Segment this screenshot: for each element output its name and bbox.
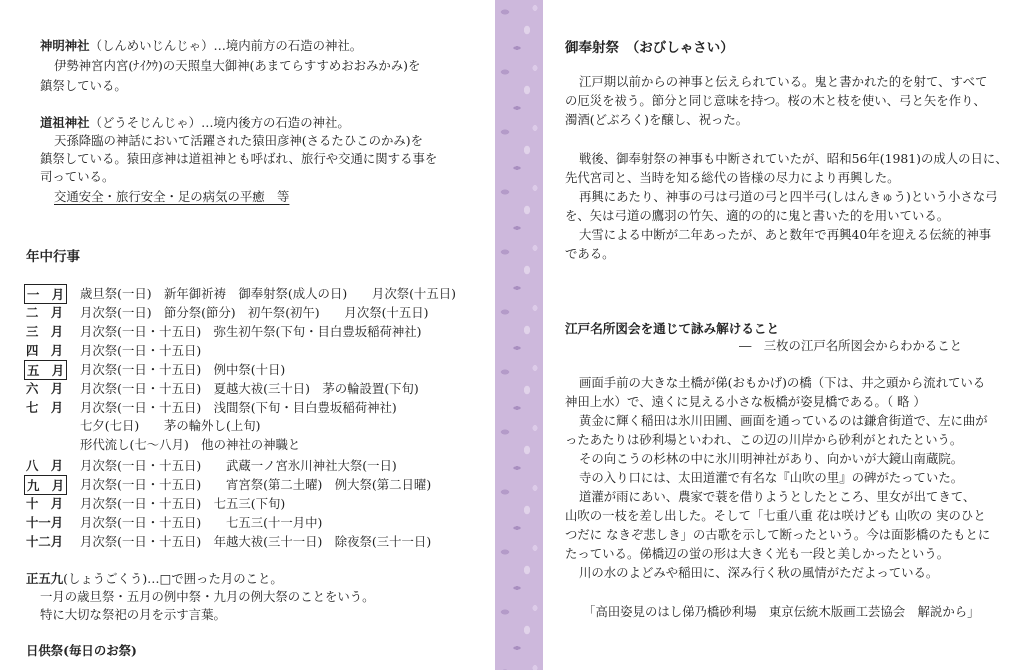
july-extra-2: 形代流し(七～八月) 他の神社の神職と — [80, 437, 301, 452]
paragraph-line: 川の水のよどみや稲田に、深み行く秋の風情がただよっている。 — [579, 565, 939, 580]
shinmei-line-3: 鎮祭している。 — [40, 78, 127, 93]
month-events: 月次祭(一日・十五日) — [80, 343, 202, 358]
paragraph-line: つだに なきぞ悲しき」の古歌を示して断ったという。今は面影橋のたもとに — [565, 527, 991, 542]
paragraph-line: 戦後、御奉射祭の神事も中断されていたが、昭和56年(1981)の成人の日に、 — [579, 151, 1008, 166]
shinmei-line-1 — [40, 38, 362, 54]
month-label: 四 月 — [26, 343, 64, 358]
paragraph-line: 大雪による中断が二年あったが、あと数年で再興40年を迎える伝統的神事 — [579, 227, 992, 242]
paragraph-line: 山吹の一枝を差し出した。そして「七重八重 花は咲けども 山吹の 実のひと — [565, 508, 986, 523]
month-label: 五 月 — [24, 360, 67, 380]
shinmei-title: 神明神社 — [40, 38, 90, 53]
dousojin-line-2: 天孫降臨の神話において活躍された猿田彦神(さるたひこのかみ)を — [54, 133, 423, 148]
shogokuku-title: 正五九 — [26, 571, 64, 586]
month-events: 月次祭(一日・十五日) 武蔵一ノ宮氷川神社大祭(一日) — [80, 458, 397, 473]
dousojin-line-4: 司っている。 — [40, 169, 115, 184]
dousojin-title: 道祖神社 — [40, 115, 90, 130]
shinmei-line-2: 伊勢神宮内宮(ﾅｲｸｳ)の天照皇大御神(あまてらすすめおおみかみ)を — [54, 58, 421, 73]
paragraph-line: ったあたりは砂利場といわれ、この辺の川岸から砂利がとれたという。 — [565, 432, 963, 447]
right-page — [543, 0, 1036, 670]
paragraph-line: たっている。俤橋辺の蛍の形は大きく光も一段と美しかったという。 — [565, 546, 950, 561]
decorative-purple-strip — [495, 0, 543, 670]
annual-events-heading: 年中行事 — [26, 249, 80, 265]
shinmei-desc: （しんめいじんじゃ）…境内前方の石造の神社。 — [89, 38, 363, 53]
paragraph-line: を、矢は弓道の鷹羽の竹矢、適的の的に鬼と書いた的を用いている。 — [565, 208, 950, 223]
month-label: 一 月 — [24, 284, 67, 304]
month-label: 二 月 — [26, 305, 64, 320]
month-label: 七 月 — [26, 400, 64, 415]
dousojin-line-3: 鎮祭している。猿田彦神は道祖神とも呼ばれ、旅行や交通に関する事を — [40, 151, 438, 166]
paragraph-line: 画面手前の大きな土橋が俤(おもかげ)の橋（下は、井之頭から流れている — [579, 375, 986, 390]
paragraph-line: 江戸期以前からの神事と伝えられている。鬼と書かれた的を射て、すべて — [579, 74, 988, 89]
month-label: 十二月 — [26, 534, 64, 549]
paragraph-line: の厄災を祓う。節分と同じ意味を持つ。桜の木と枝を使い、弓と矢を作り、 — [565, 93, 986, 108]
month-events: 月次祭(一日・十五日) 例中祭(十日) — [80, 362, 286, 377]
month-events: 月次祭(一日・十五日) 浅間祭(下旬・目白豊坂稲荷神社) — [80, 400, 397, 415]
citation: 「高田姿見のはし俤乃橋砂利場 東京伝統木版画工芸協会 解説から」 — [583, 604, 980, 619]
paragraph-line: 再興にあたり、神事の弓は弓道の弓と四半弓(しはんきゅう)という小さな弓 — [579, 189, 998, 204]
nikkusai-heading: 日供祭(毎日のお祭) — [26, 643, 137, 658]
july-extra-1: 七夕(七日) 茅の輪外し(上旬) — [80, 418, 261, 433]
month-events: 月次祭(一日・十五日) 夏越大祓(三十日) 茅の輪設置(下旬) — [80, 381, 419, 396]
paragraph-line: 道灌が雨にあい、農家で蓑を借りようとしたところ、里女が出てきて、 — [579, 489, 976, 504]
month-events: 歳旦祭(一日) 新年御祈祷 御奉射祭(成人の日) 月次祭(十五日) — [80, 286, 456, 301]
dousojin-line-1 — [40, 115, 350, 131]
paragraph-line: その向こうの杉林の中に氷川明神社があり、向かいが大鏡山南蔵院。 — [579, 451, 964, 466]
month-label: 八 月 — [26, 458, 64, 473]
shogokuku-desc: (しょうごくう)…□で囲った月のこと。 — [63, 571, 283, 586]
paragraph-line: 濁酒(どぶろく)を醸し、祝った。 — [565, 112, 749, 127]
left-page — [0, 0, 495, 670]
month-label: 九 月 — [24, 475, 67, 495]
month-label: 十一月 — [26, 515, 64, 530]
month-events: 月次祭(一日・十五日) 七五三(下旬) — [80, 496, 286, 511]
shogokuku-line-2: 一月の歳旦祭・五月の例中祭・九月の例大祭のことをいう。 — [40, 589, 375, 604]
shogokuku-line-3: 特に大切な祭祀の月を示す言葉。 — [40, 607, 226, 622]
month-label: 十 月 — [26, 496, 64, 511]
paragraph-line: 寺の入り口には、太田道灌で有名な『山吹の里』の碑がたっていた。 — [579, 470, 964, 485]
paragraph-line: 神田上水）で、遠くに見える小さな板橋が姿見橋である。（ 略 ） — [565, 394, 926, 409]
month-events: 月次祭(一日・十五日) 七五三(十一月中) — [80, 515, 323, 530]
paragraph-line: 先代宮司と、当時を知る総代の皆様の尽力により再興した。 — [565, 170, 900, 185]
edo-meisho-heading: 江戸名所図会を通じて詠み解けること — [565, 321, 780, 336]
paragraph-line: 黄金に輝く稲田は氷川田圃、画面を通っているのは鎌倉街道で、左に曲が — [579, 413, 988, 428]
paragraph-line: である。 — [565, 246, 615, 261]
month-events: 月次祭(一日) 節分祭(節分) 初午祭(初午) 月次祭(十五日) — [80, 305, 429, 320]
dousojin-benefits: 交通安全・旅行安全・足の病気の平癒 等 — [54, 189, 290, 204]
dousojin-desc: （どうそじんじゃ）…境内後方の石造の神社。 — [89, 115, 350, 130]
month-label: 六 月 — [26, 381, 64, 396]
month-label: 三 月 — [26, 324, 64, 339]
month-events: 月次祭(一日・十五日) 年越大祓(三十一日) 除夜祭(三十一日) — [80, 534, 432, 549]
obisha-heading: 御奉射祭 （おびしゃさい） — [565, 40, 734, 56]
month-events: 月次祭(一日・十五日) 弥生初午祭(下旬・目白豊坂稲荷神社) — [80, 324, 422, 339]
month-events: 月次祭(一日・十五日) 宵宮祭(第二土曜) 例大祭(第二日曜) — [80, 477, 432, 492]
edo-meisho-subheading: ― 三枚の江戸名所図会からわかること — [739, 338, 963, 353]
shogokuku-line-1 — [26, 571, 283, 587]
